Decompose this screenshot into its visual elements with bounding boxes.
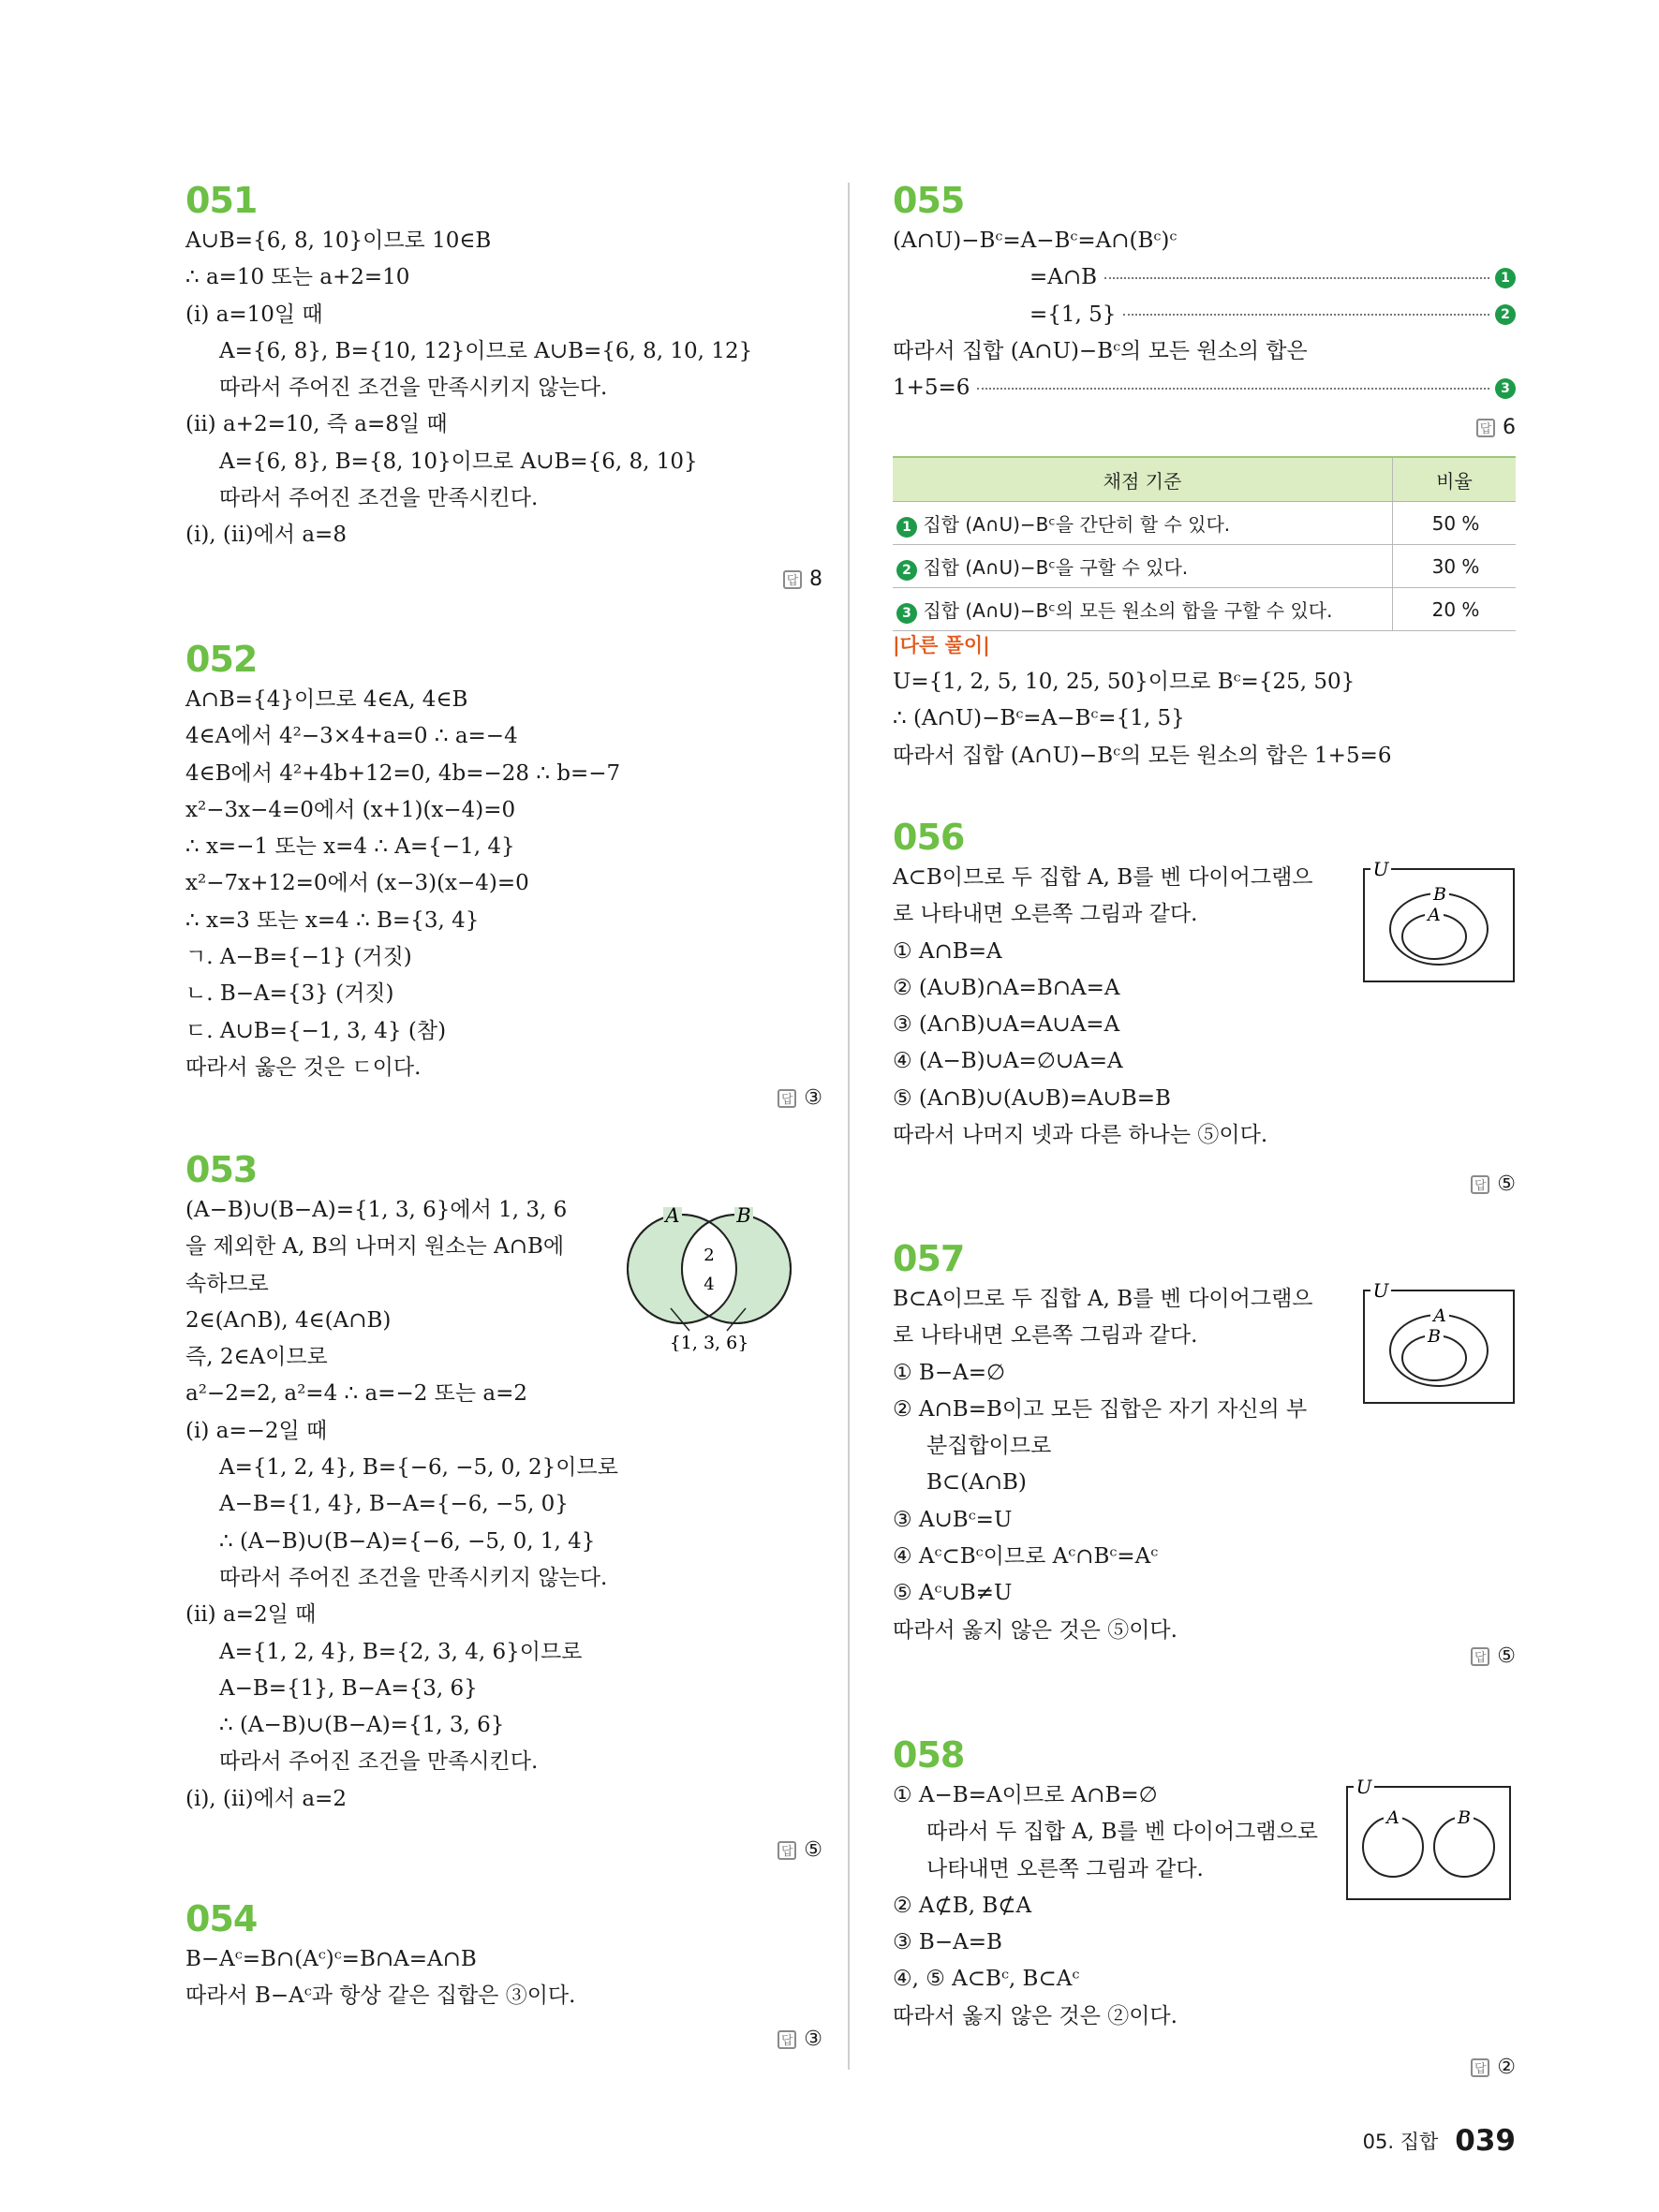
solution-line: A−B={1, 4}, B−A={−6, −5, 0} [219, 1492, 569, 1517]
problem-number: 051 [185, 180, 258, 221]
solution-line: a²−2=2, a²=4 ∴ a=−2 또는 a=2 [185, 1381, 528, 1407]
answer [1476, 416, 1516, 439]
answer-value: ③ [804, 1086, 822, 1110]
answer-value: ⑤ [1497, 1172, 1516, 1196]
alternative-solution [893, 627, 1516, 774]
problem-number: 055 [893, 180, 965, 221]
grading-ratio: 20 % [1393, 588, 1517, 631]
grading-criterion: 집합 (A∩U)−Bᶜ의 모든 원소의 합을 구할 수 있다. [923, 598, 1333, 622]
solution-line: A−B={1}, B−A={3, 6} [219, 1675, 478, 1701]
solution-line: 따라서 주어진 조건을 만족시킨다. [219, 486, 539, 511]
answer-icon: 답 [1471, 1647, 1489, 1666]
venn-diagram-053 [618, 1202, 806, 1351]
solution-line: ⑤ (A∩B)∪(A∪B)=A∪B=B [893, 1085, 1171, 1111]
answer-icon: 답 [778, 1089, 796, 1108]
grading-criterion: 집합 (A∩U)−Bᶜ을 구할 수 있다. [923, 555, 1189, 579]
solution-line: ② A⊄B, B⊄A [893, 1893, 1032, 1918]
solution-line: 즉, 2∈A이므로 [185, 1345, 328, 1370]
venn-label-b: B [1458, 1807, 1471, 1828]
grading-header [893, 457, 1516, 502]
step-marker: 3 [1495, 378, 1516, 399]
solution-line: 따라서 주어진 조건을 만족시킨다. [219, 1749, 539, 1775]
solution-line: (A−B)∪(B−A)={1, 3, 6}에서 1, 3, 6 [185, 1198, 568, 1222]
solution-line: ③ (A∩B)∪A=A∪A=A [893, 1012, 1120, 1038]
venn-label-outer: B [1433, 884, 1446, 905]
dot-leader [1123, 314, 1489, 316]
page-number: 039 [1455, 2124, 1516, 2158]
venn-label-inner: A [1428, 905, 1441, 925]
grading-row [893, 502, 1516, 545]
answer [1471, 2056, 1516, 2079]
problem-number: 056 [893, 817, 965, 858]
solution-line: A∩B={4}이므로 4∈A, 4∈B [185, 687, 468, 712]
solution-line: 1+5=6 3 [893, 370, 1516, 406]
venn-label-u: U [1372, 1281, 1389, 1302]
solution-line: A={6, 8}, B={8, 10}이므로 A∪B={6, 8, 10} [219, 449, 698, 474]
solution-line: 따라서 옳지 않은 것은 ②이다. [893, 2003, 1178, 2028]
solution-line: (ⅱ) a=2일 때 [185, 1602, 317, 1628]
solution-line: ={1, 5} 2 [893, 297, 1516, 333]
answer-icon: 답 [1476, 419, 1495, 437]
solution-line: 따라서 B−Aᶜ과 항상 같은 집합은 ③이다. [185, 1983, 576, 2009]
grading-row [893, 545, 1516, 588]
solution-line: ㄱ. A−B={−1} (거짓) [185, 945, 412, 970]
solution-line: ㄷ. A∪B={−1, 3, 4} (참) [185, 1018, 447, 1043]
solution-line: ③ A∪Bᶜ=U [893, 1507, 1013, 1532]
problem-055 [893, 178, 1516, 796]
grading-header-ratio: 비율 [1393, 457, 1517, 502]
solution-line: A={6, 8}, B={10, 12}이므로 A∪B={6, 8, 10, 12} [219, 338, 753, 363]
answer-value: ⑤ [804, 1838, 822, 1862]
grading-ratio: 50 % [1393, 502, 1517, 545]
solution-line: 따라서 집합 (A∩U)−Bᶜ의 모든 원소의 합은 1+5=6 [893, 743, 1392, 768]
dot-leader [1104, 277, 1489, 279]
solution-line: ① B−A=∅ [893, 1360, 1006, 1385]
answer [1471, 1644, 1516, 1668]
solution-line: (ⅱ) a+2=10, 즉 a=8일 때 [185, 412, 448, 437]
solution-line: (A∩U)−Bᶜ=A−Bᶜ=A∩(Bᶜ)ᶜ [893, 229, 1178, 253]
solution-line: A={1, 2, 4}, B={2, 3, 4, 6}이므로 [219, 1639, 583, 1664]
solution-line: (ⅰ) a=−2일 때 [185, 1418, 328, 1443]
venn-diagram-058 [1344, 1777, 1513, 1903]
answer-value: 8 [809, 568, 822, 591]
venn-diagram-056 [1361, 860, 1517, 985]
step-marker: 3 [896, 603, 917, 624]
solution-line: A⊂B이므로 두 집합 A, B를 벤 다이어그램으 [893, 865, 1313, 890]
page-footer [1363, 2124, 1516, 2158]
answer [783, 568, 822, 591]
answer [778, 1838, 822, 1862]
solution-line: ∴ (A∩U)−Bᶜ=A−Bᶜ={1, 5} [893, 706, 1185, 731]
solution-line: ① A∩B=A [893, 938, 1002, 964]
problem-number: 052 [185, 639, 258, 680]
solution-line: (ⅰ), (ⅱ)에서 a=8 [185, 523, 347, 548]
solution-line: x²−7x+12=0에서 (x−3)(x−4)=0 [185, 871, 529, 896]
solution-line: ㄴ. B−A={3} (거짓) [185, 981, 394, 1007]
problem-054 [185, 1896, 822, 2084]
answer [778, 1086, 822, 1110]
solution-line: ⑤ Aᶜ∪B≠U [893, 1581, 1013, 1606]
solution-line: 따라서 주어진 조건을 만족시키지 않는다. [219, 1565, 608, 1590]
venn-label-outer: A [1433, 1305, 1446, 1326]
grading-row [893, 588, 1516, 631]
venn-outside-elements: {1, 3, 6} [669, 1333, 749, 1351]
solution-line: ② A∩B=B이고 모든 집합은 자기 자신의 부 [893, 1396, 1308, 1422]
venn-universal-set [1347, 1787, 1510, 1899]
solution-line: 나타내면 오른쪽 그림과 같다. [926, 1856, 1204, 1881]
solution-line: ∴ a=10 또는 a+2=10 [185, 265, 410, 290]
solution-line: 4∈A에서 4²−3×4+a=0 ∴ a=−4 [185, 724, 518, 749]
solution-line: 따라서 옳은 것은 ㄷ이다. [185, 1054, 422, 1080]
dot-leader [977, 388, 1489, 390]
alternative-title: |다른 풀이| [893, 634, 990, 656]
solution-line: ② (A∪B)∩A=B∩A=A [893, 975, 1120, 1000]
step-marker: 1 [896, 517, 917, 538]
solution-line: x²−3x−4=0에서 (x+1)(x−4)=0 [185, 797, 516, 822]
answer [778, 2028, 822, 2051]
solution-line: 따라서 두 집합 A, B를 벤 다이어그램으로 [926, 1820, 1318, 1845]
grading-table [893, 456, 1516, 631]
problem-number: 057 [893, 1238, 965, 1279]
problem-051 [185, 178, 822, 604]
problem-number: 054 [185, 1898, 258, 1939]
solution-line: 분집합이므로 [926, 1434, 1052, 1459]
answer-value: ② [1497, 2056, 1516, 2079]
answer-icon: 답 [1471, 1175, 1489, 1194]
solution-line: A∪B={6, 8, 10}이므로 10∈B [185, 229, 492, 253]
answer-icon: 답 [778, 1841, 796, 1860]
venn-label-u: U [1355, 1777, 1372, 1798]
solution-line: (ⅰ), (ⅱ)에서 a=2 [185, 1786, 347, 1811]
problem-number: 058 [893, 1734, 965, 1776]
chapter-label: 05. 집합 [1362, 2131, 1439, 2153]
venn-label-b: B [736, 1204, 751, 1227]
grading-header-criteria: 채점 기준 [893, 457, 1393, 502]
solution-line: ∴ x=3 또는 x=4 ∴ B={3, 4} [185, 907, 480, 933]
solution-line: ④ Aᶜ⊂Bᶜ이므로 Aᶜ∩Bᶜ=Aᶜ [893, 1544, 1159, 1570]
answer-value: ⑤ [1497, 1644, 1516, 1668]
solution-line: (ⅰ) a=10일 때 [185, 302, 323, 327]
solution-line: U={1, 2, 5, 10, 25, 50}이므로 Bᶜ={25, 50} [893, 670, 1355, 694]
solution-line: A={1, 2, 4}, B={−6, −5, 0, 2}이므로 [219, 1455, 618, 1481]
step-marker: 1 [1495, 268, 1516, 288]
step-marker: 2 [1495, 304, 1516, 325]
solution-line: B⊂(A∩B) [926, 1470, 1027, 1496]
venn-label-a: A [665, 1204, 680, 1227]
problem-056 [893, 815, 1516, 1196]
solution-line: 따라서 집합 (A∩U)−Bᶜ의 모든 원소의 합은 [893, 338, 1308, 363]
solution-line: ④ (A−B)∪A=∅∪A=A [893, 1049, 1123, 1074]
solution-line: ④, ⑤ A⊂Bᶜ, B⊂Aᶜ [893, 1967, 1080, 1992]
solution-line: 로 나타내면 오른쪽 그림과 같다. [893, 902, 1198, 927]
solution-line: ① A−B=A이므로 A∩B=∅ [893, 1783, 1158, 1807]
solution-line: 로 나타내면 오른쪽 그림과 같다. [893, 1323, 1198, 1349]
answer-icon: 답 [783, 570, 802, 589]
solution-line: B⊂A이므로 두 집합 A, B를 벤 다이어그램으 [893, 1287, 1313, 1311]
solution-line: =A∩B 1 [893, 259, 1516, 296]
answer-value: 6 [1503, 416, 1516, 439]
answer-icon: 답 [778, 2030, 796, 2049]
answer-value: ③ [804, 2028, 822, 2051]
answer-icon: 답 [1471, 2058, 1489, 2077]
grading-ratio: 30 % [1393, 545, 1517, 588]
solution-line: 따라서 옳지 않은 것은 ⑤이다. [893, 1617, 1178, 1643]
venn-element: 4 [704, 1275, 715, 1294]
venn-label-u: U [1372, 860, 1389, 880]
solution-line: 속하므로 [185, 1271, 269, 1296]
solution-line: ∴ (A−B)∪(B−A)={−6, −5, 0, 1, 4} [219, 1528, 596, 1554]
problem-053 [185, 1147, 822, 1868]
step-marker: 2 [896, 560, 917, 581]
venn-label-inner: B [1428, 1326, 1441, 1347]
solution-line: ∴ x=−1 또는 x=4 ∴ A={−1, 4} [185, 834, 515, 860]
solution-line: 을 제외한 A, B의 나머지 원소는 A∩B에 [185, 1234, 565, 1260]
column-divider [848, 183, 850, 2070]
solution-line: ③ B−A=B [893, 1930, 1002, 1955]
venn-element: 2 [704, 1246, 715, 1265]
solution-line: 4∈B에서 4²+4b+12=0, 4b=−28 ∴ b=−7 [185, 760, 621, 786]
solution-line: 2∈(A∩B), 4∈(A∩B) [185, 1307, 392, 1333]
problem-052 [185, 637, 822, 1110]
answer [1471, 1172, 1516, 1196]
venn-label-a: A [1386, 1807, 1400, 1828]
problem-number: 053 [185, 1149, 258, 1190]
solution-line: 따라서 나머지 넷과 다른 하나는 ⑤이다. [893, 1123, 1268, 1148]
solution-line: 따라서 주어진 조건을 만족시키지 않는다. [219, 376, 608, 401]
solution-line: ∴ (A−B)∪(B−A)={1, 3, 6} [219, 1713, 505, 1738]
problem-058 [893, 1733, 1516, 2088]
solution-line: B−Aᶜ=B∩(Aᶜ)ᶜ=B∩A=A∩B [185, 1947, 477, 1971]
venn-diagram-057 [1361, 1281, 1517, 1407]
problem-057 [893, 1236, 1516, 1668]
grading-criterion: 집합 (A∩U)−Bᶜ을 간단히 할 수 있다. [923, 512, 1231, 536]
